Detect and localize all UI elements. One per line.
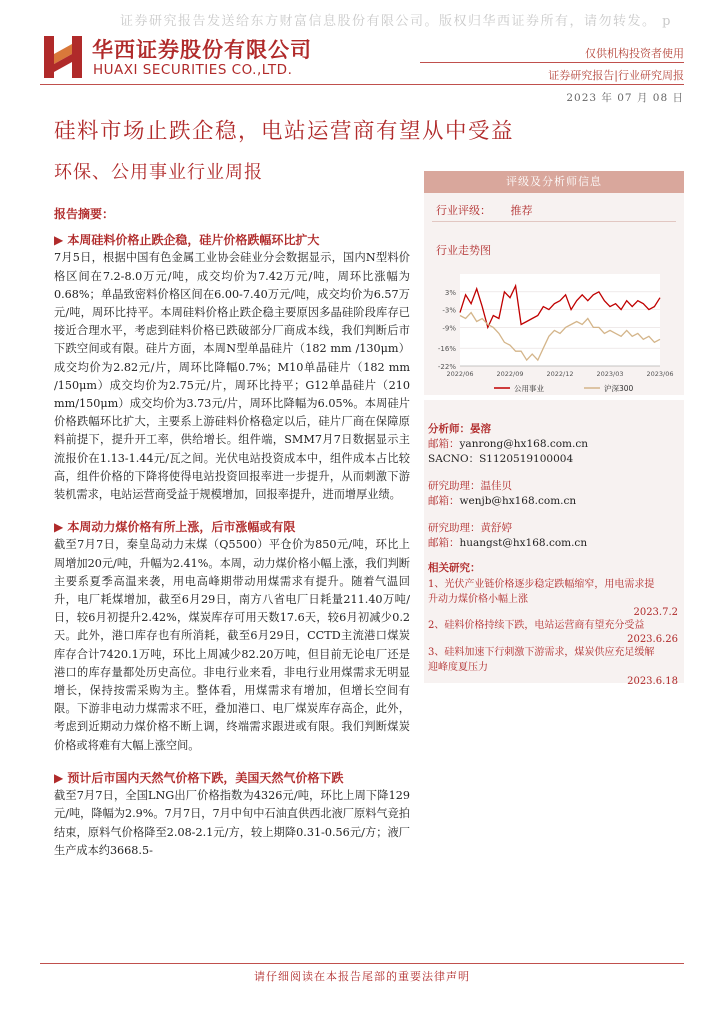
analyst-1 bbox=[428, 422, 491, 437]
report-date: 2023 年 07 月 08 日 bbox=[566, 92, 684, 104]
assistant-1-email bbox=[428, 494, 576, 509]
section-body: 7月5日，根据中国有色金属工业协会硅业分会数据显示，国内N型料价格区间在7.2-8.0万元/吨，成交均价为7.42万元/吨，周环比涨幅为0.68%；单晶致密料价格区间在6.00-7.40万元/吨，成交均价为6.57万元/吨，周环比持平。本周硅料价格止跌企稳主要原因多晶硅阶段库存已接近合理水平，考虑到硅料价格已跌破部分厂商成本线，我们判断后市下跌空间或有限。硅片方面，本周N型单晶硅片（182 mm /130μm）成交均价为2.82元/片，周环比降幅0.7%；M10单晶硅片（182 mm /150μm）成交均价为2.75元/片，周环比持平；G12单晶硅片（210 mm/150μm）成交均价为3.73元/片，周环比降幅为6.05%。本周硅片价格跌幅环比扩大，主要系上游硅料价格稳定以后，硅片厂商在保障原料前提下，提升开工率，供给增长。组件端，SMM7月7日数据显示主流报价在1.13-1.44元/瓦之间。光伏电站投资成本中，组件成本占比较高，组件价格的下降将使得电站投资回报率进一步提升，从而刺激下游装机需求，电站运营商受益于规模增加，回报率提升，进而增厚业绩。 bbox=[54, 251, 410, 502]
report-title: 硅料市场止跌企稳，电站运营商有望从中受益 bbox=[54, 119, 515, 144]
company-name-cn: 华西证券股份有限公司 bbox=[92, 38, 312, 62]
x-tick-label: 2022/12 bbox=[546, 370, 574, 378]
email-label: 邮箱： bbox=[428, 438, 460, 450]
company-name-en: HUAXI SECURITIES CO.,LTD. bbox=[93, 62, 293, 78]
section-heading: ▶ 本周动力煤价格有所上涨，后市涨幅或有限 bbox=[54, 520, 296, 535]
company-logo-icon bbox=[44, 36, 82, 78]
assistant-label: 研究助理： bbox=[428, 522, 481, 534]
analyst-1-email bbox=[428, 437, 588, 452]
x-tick-label: 2022/06 bbox=[446, 370, 474, 378]
y-tick-label: -3% bbox=[442, 306, 456, 315]
analyst-1-sac: SACNO：S1120519100004 bbox=[428, 453, 574, 465]
related-item-line[interactable]: 2、硅料价格持续下跌，电站运营商有望充分受益 bbox=[428, 620, 645, 631]
analyst-label: 分析师： bbox=[428, 423, 470, 435]
related-item-date: 2023.7.2 bbox=[633, 607, 678, 618]
assistant-2-email bbox=[428, 536, 587, 551]
related-research-heading: 相关研究： bbox=[428, 562, 481, 574]
header-rule bbox=[40, 84, 684, 85]
analyst-panel bbox=[424, 400, 684, 687]
industry-rating bbox=[436, 202, 533, 218]
rating-label: 行业评级： bbox=[436, 204, 491, 217]
section-body: 截至7月7日，秦皇岛动力末煤（Q5500）平仓价为850元/吨，环比上周增加20元/吨，升幅为2.41%。本周，动力煤价格小幅上涨，我们判断主要系夏季高温来袭，用电高峰期带动用煤需求有提升。随着气温回升，电厂耗煤增加，截至6月29日，南方八省电厂日耗量211.40万吨/日，较6月初提升2.42%，煤炭库存可用天数17.6天，较6月初减少0.2天。此外，港口库存也有所消耗，截至6月29日，CCTD主流港口煤炭库存合计7420.1万吨，环比上周减少82.20万吨，但目前无论电厂还是港口的库存量都处历史高位。非电行业来看，非电行业用煤需求无明显增长，保持按需采购为主。整体看，用煤需求有增加，但增长空间有限。下游非电动力煤需求不旺，叠加港口、电厂煤炭库存高企，此外，考虑到近期动力煤价格不断上调，终端需求跟进或有限。我们判断煤炭价格或将难有大幅上涨空间。 bbox=[54, 538, 410, 752]
section-heading: ▶ 预计后市国内天然气价格下跌，美国天然气价格下跌 bbox=[54, 770, 344, 785]
assistant-2 bbox=[428, 521, 512, 536]
trend-chart-title: 行业走势图 bbox=[436, 244, 491, 257]
y-tick-label: -9% bbox=[442, 324, 456, 333]
trend-chart bbox=[424, 262, 684, 400]
watermark: 证券研究报告发送给东方财富信息股份有限公司。版权归华西证券所有，请勿转发。 p bbox=[120, 14, 672, 29]
email-label: 邮箱： bbox=[428, 537, 460, 549]
plot-area bbox=[460, 274, 660, 366]
x-tick-label: 2022/09 bbox=[496, 370, 524, 378]
footer-rule bbox=[40, 963, 684, 964]
email-label: 邮箱： bbox=[428, 495, 460, 507]
assistant-label: 研究助理： bbox=[428, 480, 481, 492]
header-divider bbox=[420, 62, 684, 63]
y-tick-label: 3% bbox=[444, 288, 456, 297]
y-tick-label: -22% bbox=[437, 363, 456, 371]
related-item-line[interactable]: 迎峰度夏压力 bbox=[428, 662, 488, 673]
y-tick-label: -16% bbox=[437, 345, 456, 354]
rating-divider bbox=[432, 221, 676, 222]
rating-value: 推荐 bbox=[510, 204, 533, 217]
related-item-line[interactable]: 1、光伏产业链价格逐步稳定跌幅缩窄，用电需求提 bbox=[428, 579, 655, 590]
x-tick-label: 2023/03 bbox=[596, 370, 624, 378]
assistant-1 bbox=[428, 479, 512, 494]
rating-box-header: 评级及分析师信息 bbox=[424, 171, 684, 193]
assistant-name: 黄舒婷 bbox=[480, 522, 512, 534]
related-item-date: 2023.6.26 bbox=[627, 634, 678, 645]
section-heading: ▶ 本周硅料价格止跌企稳，硅片价格跌幅环比扩大 bbox=[54, 233, 320, 248]
report-subtitle: 环保、公用事业行业周报 bbox=[54, 162, 263, 183]
email-value[interactable]: huangst@hx168.com.cn bbox=[459, 537, 588, 549]
report-type: 证券研究报告|行业研究周报 bbox=[548, 69, 684, 82]
email-value[interactable]: yanrong@hx168.com.cn bbox=[459, 438, 588, 450]
x-tick-label: 2023/06 bbox=[646, 370, 674, 378]
legend-label: 沪深300 bbox=[604, 384, 634, 393]
analyst-name: 晏溶 bbox=[470, 423, 491, 435]
related-item-line[interactable]: 3、硅料加速下行刺激下游需求，煤炭供应充足缓解 bbox=[428, 647, 655, 658]
summary-column bbox=[54, 205, 410, 860]
audience-note: 仅供机构投资者使用 bbox=[585, 47, 684, 60]
summary-heading: 报告摘要： bbox=[54, 207, 115, 221]
related-item-line[interactable]: 升动力煤价格小幅上涨 bbox=[428, 594, 528, 605]
legend-label: 公用事业 bbox=[514, 384, 544, 393]
assistant-name: 温佳贝 bbox=[480, 480, 512, 492]
related-item-date: 2023.6.18 bbox=[627, 676, 678, 687]
email-value[interactable]: wenjb@hx168.com.cn bbox=[459, 495, 577, 507]
section-body: 截至7月7日，全国LNG出厂价格指数为4326元/吨，环比上周下降129元/吨，降幅为2.9%。7月7日，7月中旬中石油直供西北液厂原料气竞拍结束，原料气价格降至2.08-2.1元/方，较上期降0.31-0.56元/方；液厂生产成本约3668.5- bbox=[54, 789, 410, 857]
legal-footer: 请仔细阅读在本报告尾部的重要法律声明 bbox=[254, 970, 470, 983]
